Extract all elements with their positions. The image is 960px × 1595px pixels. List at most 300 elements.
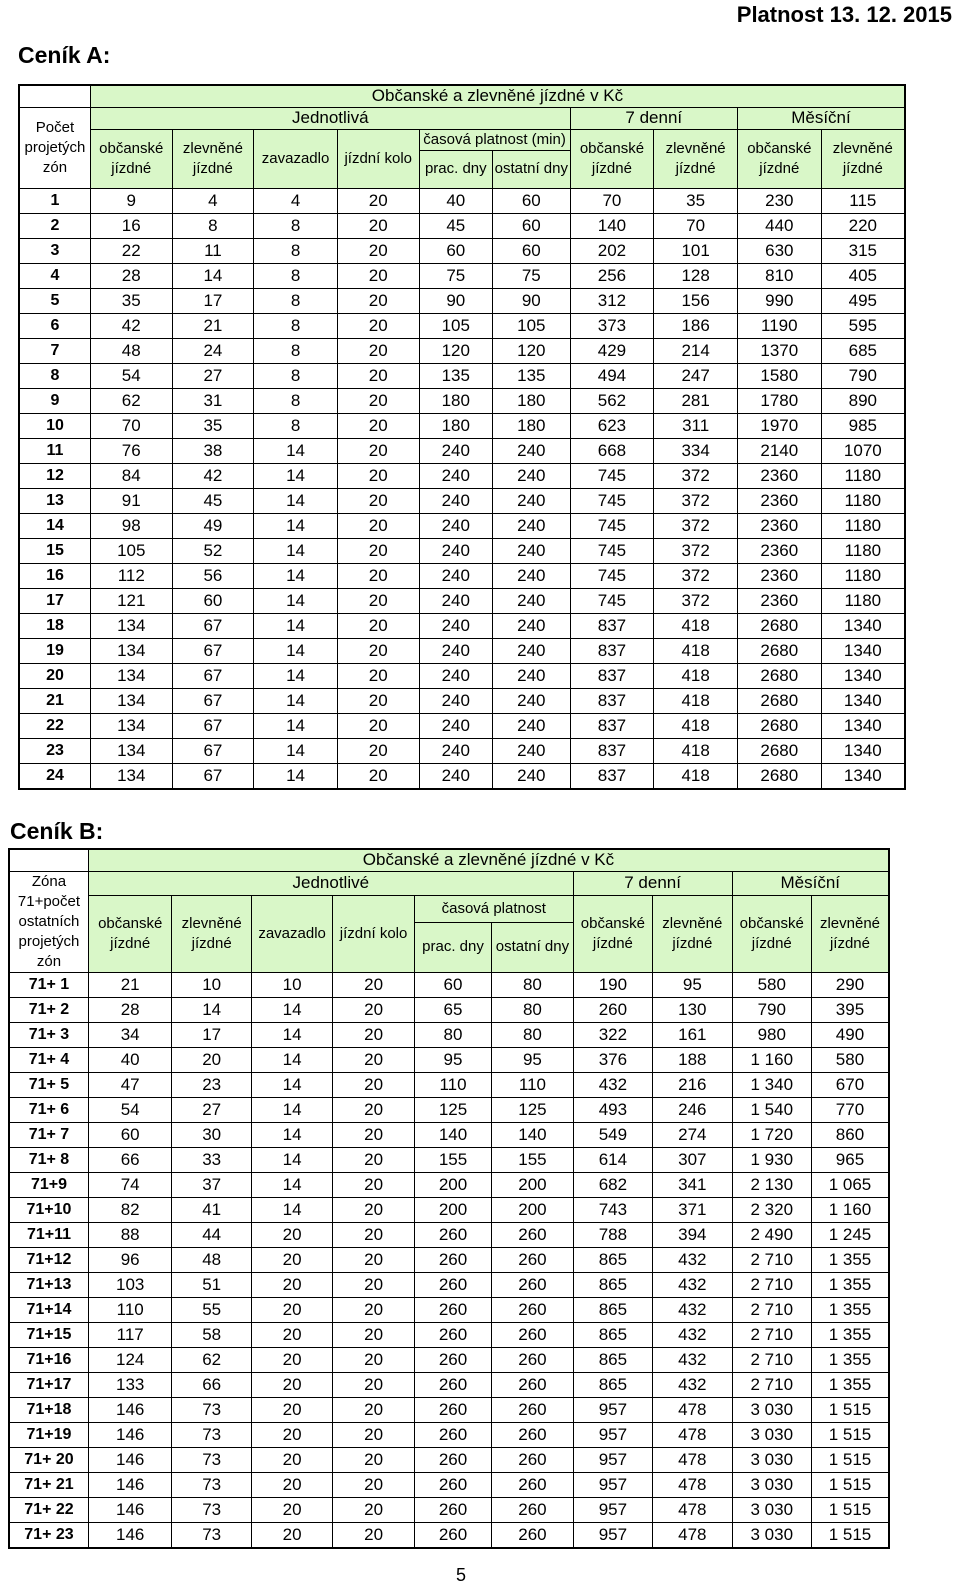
- row-zone-cell: 19: [19, 638, 90, 663]
- price-cell: 240: [419, 613, 492, 638]
- price-cell: 220: [821, 213, 905, 238]
- price-cell: 35: [172, 413, 254, 438]
- price-cell: 42: [172, 463, 254, 488]
- price-cell: 8: [172, 213, 254, 238]
- row-zone-cell: 1: [19, 188, 90, 213]
- price-cell: 670: [811, 1072, 889, 1097]
- price-cell: 14: [172, 997, 251, 1022]
- time-validity: časová platnost (min): [419, 129, 570, 150]
- price-cell: 17: [172, 288, 254, 313]
- price-cell: 2 490: [732, 1222, 811, 1247]
- price-cell: 14: [172, 263, 254, 288]
- price-cell: 22: [90, 238, 172, 263]
- price-cell: 1180: [821, 513, 905, 538]
- price-cell: 260: [492, 1447, 573, 1472]
- price-cell: 256: [570, 263, 654, 288]
- price-cell: 75: [419, 263, 492, 288]
- price-cell: 432: [653, 1297, 732, 1322]
- price-cell: 8: [254, 288, 338, 313]
- price-cell: 890: [821, 388, 905, 413]
- price-cell: 35: [654, 188, 738, 213]
- row-zone-cell: 10: [19, 413, 90, 438]
- price-cell: 135: [419, 363, 492, 388]
- price-cell: 373: [570, 313, 654, 338]
- price-cell: 240: [493, 663, 571, 688]
- price-cell: 1 930: [732, 1147, 811, 1172]
- price-cell: 21: [88, 972, 172, 997]
- price-cell: 140: [492, 1122, 573, 1147]
- price-cell: 48: [172, 1247, 251, 1272]
- price-cell: 112: [90, 563, 172, 588]
- price-cell: 493: [573, 1097, 652, 1122]
- price-cell: 1 355: [811, 1347, 889, 1372]
- price-cell: 20: [333, 1072, 414, 1097]
- table-row: [19, 513, 905, 538]
- price-cell: 745: [570, 563, 654, 588]
- row-zone-cell: 2: [19, 213, 90, 238]
- price-cell: 130: [653, 997, 732, 1022]
- price-cell: 65: [414, 997, 491, 1022]
- price-cell: 20: [333, 1097, 414, 1122]
- price-cell: 790: [821, 363, 905, 388]
- price-cell: 20: [337, 613, 419, 638]
- price-cell: 20: [333, 1047, 414, 1072]
- cenik-a-table: [18, 84, 906, 790]
- price-cell: 66: [88, 1147, 172, 1172]
- price-cell: 1 515: [811, 1497, 889, 1522]
- price-cell: 247: [654, 363, 738, 388]
- price-cell: 180: [493, 413, 571, 438]
- table-row: [9, 1247, 889, 1272]
- price-cell: 240: [419, 538, 492, 563]
- price-cell: 372: [654, 538, 738, 563]
- price-cell: 20: [337, 688, 419, 713]
- table-row: [9, 1047, 889, 1072]
- price-cell: 84: [90, 463, 172, 488]
- price-cell: 54: [90, 363, 172, 388]
- price-cell: 432: [653, 1272, 732, 1297]
- group-monthly: Měsíční: [732, 871, 889, 895]
- price-cell: 3 030: [732, 1472, 811, 1497]
- price-cell: 20: [172, 1047, 251, 1072]
- price-cell: 1 355: [811, 1247, 889, 1272]
- table-row: [9, 1147, 889, 1172]
- price-cell: 20: [251, 1497, 332, 1522]
- price-cell: 395: [811, 997, 889, 1022]
- table-row: [19, 338, 905, 363]
- row-zone-cell: 3: [19, 238, 90, 263]
- price-cell: 20: [333, 997, 414, 1022]
- price-cell: 837: [570, 688, 654, 713]
- price-cell: 14: [251, 1097, 332, 1122]
- row-zone-cell: 71+16: [9, 1347, 88, 1372]
- price-cell: 2 710: [732, 1272, 811, 1297]
- col-monthly-civic: občanské jízdné: [737, 129, 821, 188]
- table-row: [9, 1172, 889, 1197]
- price-cell: 125: [492, 1097, 573, 1122]
- price-cell: 240: [493, 588, 571, 613]
- price-cell: 623: [570, 413, 654, 438]
- price-cell: 90: [419, 288, 492, 313]
- row-zone-cell: 71+12: [9, 1247, 88, 1272]
- price-cell: 14: [251, 1072, 332, 1097]
- price-cell: 240: [493, 638, 571, 663]
- row-zone-cell: 7: [19, 338, 90, 363]
- price-cell: 8: [254, 313, 338, 338]
- price-cell: 281: [654, 388, 738, 413]
- price-cell: 128: [654, 263, 738, 288]
- page-number: 5: [456, 1565, 467, 1585]
- price-cell: 260: [492, 1247, 573, 1272]
- table-row: [9, 1122, 889, 1147]
- price-cell: 372: [654, 588, 738, 613]
- price-cell: 495: [821, 288, 905, 313]
- price-cell: 20: [337, 638, 419, 663]
- price-cell: 101: [654, 238, 738, 263]
- price-cell: 418: [654, 663, 738, 688]
- price-cell: 290: [811, 972, 889, 997]
- price-cell: 27: [172, 363, 254, 388]
- price-cell: 837: [570, 738, 654, 763]
- row-zone-cell: 71+ 4: [9, 1047, 88, 1072]
- price-cell: 20: [337, 463, 419, 488]
- table-row: [9, 972, 889, 997]
- price-cell: 134: [90, 613, 172, 638]
- row-zone-cell: 5: [19, 288, 90, 313]
- row-zone-cell: 71+14: [9, 1297, 88, 1322]
- price-cell: 14: [254, 538, 338, 563]
- price-cell: 429: [570, 338, 654, 363]
- price-cell: 260: [492, 1397, 573, 1422]
- col-7day-civic: občanské jízdné: [573, 895, 652, 972]
- price-cell: 260: [414, 1272, 491, 1297]
- price-cell: 20: [337, 413, 419, 438]
- table-row: [9, 1222, 889, 1247]
- row-zone-cell: 11: [19, 438, 90, 463]
- price-cell: 2 710: [732, 1372, 811, 1397]
- price-cell: 30: [172, 1122, 251, 1147]
- price-cell: 200: [414, 1197, 491, 1222]
- price-cell: 95: [414, 1047, 491, 1072]
- price-cell: 3 030: [732, 1522, 811, 1548]
- price-cell: 260: [492, 1472, 573, 1497]
- price-cell: 260: [573, 997, 652, 1022]
- price-cell: 334: [654, 438, 738, 463]
- price-cell: 214: [654, 338, 738, 363]
- price-cell: 432: [653, 1247, 732, 1272]
- price-cell: 3 030: [732, 1447, 811, 1472]
- price-cell: 49: [172, 513, 254, 538]
- price-cell: 20: [333, 1247, 414, 1272]
- price-cell: 260: [414, 1422, 491, 1447]
- row-zone-cell: 71+ 1: [9, 972, 88, 997]
- price-cell: 240: [493, 613, 571, 638]
- price-cell: 260: [492, 1522, 573, 1548]
- price-cell: 311: [654, 413, 738, 438]
- price-cell: 1 515: [811, 1472, 889, 1497]
- price-cell: 140: [570, 213, 654, 238]
- row-zone-cell: 22: [19, 713, 90, 738]
- table-row: [9, 1422, 889, 1447]
- price-cell: 3 030: [732, 1497, 811, 1522]
- table-row: [19, 463, 905, 488]
- price-cell: 1340: [821, 613, 905, 638]
- price-cell: 14: [254, 463, 338, 488]
- price-cell: 14: [254, 613, 338, 638]
- price-cell: 418: [654, 613, 738, 638]
- table-row: [19, 363, 905, 388]
- price-cell: 312: [570, 288, 654, 313]
- table-row: [19, 438, 905, 463]
- super-header: Občanské a zlevněné jízdné v Kč: [90, 85, 905, 107]
- price-cell: 240: [419, 463, 492, 488]
- price-cell: 28: [88, 997, 172, 1022]
- price-cell: 260: [414, 1322, 491, 1347]
- time-validity: časová platnost: [414, 895, 573, 922]
- price-cell: 372: [654, 513, 738, 538]
- price-cell: 1340: [821, 638, 905, 663]
- price-cell: 240: [493, 438, 571, 463]
- row-zone-cell: 71+11: [9, 1222, 88, 1247]
- price-cell: 20: [333, 1122, 414, 1147]
- price-cell: 372: [654, 488, 738, 513]
- price-cell: 88: [88, 1222, 172, 1247]
- price-cell: 95: [653, 972, 732, 997]
- price-cell: 98: [90, 513, 172, 538]
- price-cell: 20: [333, 1322, 414, 1347]
- price-cell: 67: [172, 638, 254, 663]
- price-cell: 70: [90, 413, 172, 438]
- price-cell: 2680: [737, 688, 821, 713]
- price-cell: 1340: [821, 688, 905, 713]
- price-cell: 20: [251, 1397, 332, 1422]
- price-cell: 67: [172, 763, 254, 789]
- empty-corner: [9, 849, 88, 871]
- price-cell: 240: [419, 488, 492, 513]
- row-zone-cell: 71+18: [9, 1397, 88, 1422]
- table-row: [9, 1022, 889, 1047]
- price-cell: 20: [251, 1297, 332, 1322]
- price-cell: 432: [653, 1322, 732, 1347]
- price-cell: 1340: [821, 763, 905, 789]
- price-cell: 146: [88, 1422, 172, 1447]
- price-cell: 42: [90, 313, 172, 338]
- price-cell: 20: [337, 763, 419, 789]
- row-zone-cell: 71+ 21: [9, 1472, 88, 1497]
- price-cell: 73: [172, 1422, 251, 1447]
- price-cell: 260: [414, 1522, 491, 1548]
- row-zone-cell: 13: [19, 488, 90, 513]
- row-zone-cell: 23: [19, 738, 90, 763]
- price-cell: 40: [88, 1047, 172, 1072]
- price-cell: 21: [172, 313, 254, 338]
- price-cell: 48: [90, 338, 172, 363]
- price-cell: 200: [492, 1197, 573, 1222]
- price-cell: 58: [172, 1322, 251, 1347]
- price-cell: 240: [493, 563, 571, 588]
- table-row: [9, 1197, 889, 1222]
- price-cell: 60: [419, 238, 492, 263]
- col-reduced: zlevněné jízdné: [172, 895, 251, 972]
- table-row: [9, 1522, 889, 1548]
- price-cell: 35: [90, 288, 172, 313]
- price-cell: 14: [254, 763, 338, 789]
- price-cell: 67: [172, 738, 254, 763]
- table-row: [19, 413, 905, 438]
- price-cell: 90: [493, 288, 571, 313]
- price-cell: 67: [172, 613, 254, 638]
- price-cell: 1780: [737, 388, 821, 413]
- price-cell: 478: [653, 1497, 732, 1522]
- table-row: [9, 1497, 889, 1522]
- price-cell: 865: [573, 1322, 652, 1347]
- price-cell: 810: [737, 263, 821, 288]
- price-cell: 2680: [737, 763, 821, 789]
- table-row: [19, 213, 905, 238]
- price-cell: 120: [419, 338, 492, 363]
- price-cell: 1340: [821, 663, 905, 688]
- price-cell: 20: [337, 288, 419, 313]
- row-zone-cell: 71+9: [9, 1172, 88, 1197]
- col-monthly-reduced: zlevněné jízdné: [811, 895, 889, 972]
- price-cell: 110: [88, 1297, 172, 1322]
- price-cell: 20: [251, 1272, 332, 1297]
- price-cell: 372: [654, 463, 738, 488]
- price-cell: 957: [573, 1522, 652, 1548]
- price-cell: 20: [337, 488, 419, 513]
- price-cell: 1070: [821, 438, 905, 463]
- table-row: [19, 563, 905, 588]
- price-cell: 240: [419, 763, 492, 789]
- price-cell: 60: [493, 238, 571, 263]
- price-cell: 745: [570, 463, 654, 488]
- price-cell: 20: [337, 188, 419, 213]
- col-workdays: prac. dny: [414, 922, 491, 972]
- price-cell: 260: [492, 1297, 573, 1322]
- row-zone-cell: 71+15: [9, 1322, 88, 1347]
- price-cell: 260: [414, 1297, 491, 1322]
- price-cell: 95: [492, 1047, 573, 1072]
- row-zone-cell: 8: [19, 363, 90, 388]
- table-row: [9, 1372, 889, 1397]
- price-cell: 20: [337, 738, 419, 763]
- price-cell: 20: [333, 1172, 414, 1197]
- price-cell: 20: [251, 1347, 332, 1372]
- price-cell: 38: [172, 438, 254, 463]
- table-row: [9, 1322, 889, 1347]
- price-cell: 20: [333, 1022, 414, 1047]
- row-zone-cell: 71+13: [9, 1272, 88, 1297]
- price-cell: 3 030: [732, 1422, 811, 1447]
- price-cell: 260: [414, 1497, 491, 1522]
- price-cell: 20: [333, 1522, 414, 1548]
- cenik-b-body: [9, 972, 889, 1548]
- price-cell: 860: [811, 1122, 889, 1147]
- price-cell: 188: [653, 1047, 732, 1072]
- price-cell: 115: [821, 188, 905, 213]
- col-otherdays: ostatní dny: [492, 922, 573, 972]
- price-cell: 418: [654, 688, 738, 713]
- price-cell: 240: [493, 538, 571, 563]
- group-7day: 7 denní: [573, 871, 732, 895]
- cenik-a-body: [19, 188, 905, 789]
- price-cell: 20: [337, 213, 419, 238]
- price-cell: 240: [493, 763, 571, 789]
- col-reduced: zlevněné jízdné: [172, 129, 254, 188]
- price-cell: 260: [492, 1347, 573, 1372]
- table-row: [19, 263, 905, 288]
- price-cell: 76: [90, 438, 172, 463]
- price-cell: 125: [414, 1097, 491, 1122]
- price-cell: 41: [172, 1197, 251, 1222]
- price-cell: 55: [172, 1297, 251, 1322]
- price-cell: 20: [333, 972, 414, 997]
- price-cell: 156: [654, 288, 738, 313]
- price-cell: 1 160: [811, 1197, 889, 1222]
- price-cell: 745: [570, 588, 654, 613]
- price-cell: 260: [414, 1472, 491, 1497]
- price-cell: 20: [333, 1197, 414, 1222]
- col-zones: Zóna 71+počet ostatních projetých zón: [9, 871, 88, 972]
- row-zone-cell: 71+ 7: [9, 1122, 88, 1147]
- price-cell: 1 540: [732, 1097, 811, 1122]
- price-cell: 134: [90, 663, 172, 688]
- price-cell: 240: [419, 588, 492, 613]
- table-row: [9, 997, 889, 1022]
- table-row: [19, 538, 905, 563]
- price-cell: 980: [732, 1022, 811, 1047]
- col-monthly-civic: občanské jízdné: [732, 895, 811, 972]
- price-cell: 630: [737, 238, 821, 263]
- price-cell: 2 130: [732, 1172, 811, 1197]
- price-cell: 790: [732, 997, 811, 1022]
- col-luggage: zavazadlo: [254, 129, 338, 188]
- price-cell: 20: [251, 1372, 332, 1397]
- price-cell: 105: [419, 313, 492, 338]
- price-cell: 20: [333, 1447, 414, 1472]
- price-cell: 33: [172, 1147, 251, 1172]
- price-cell: 20: [333, 1347, 414, 1372]
- group-single: Jednotlivá: [90, 107, 570, 129]
- price-cell: 20: [251, 1447, 332, 1472]
- price-cell: 73: [172, 1522, 251, 1548]
- price-cell: 965: [811, 1147, 889, 1172]
- price-cell: 1180: [821, 588, 905, 613]
- price-cell: 260: [492, 1222, 573, 1247]
- price-cell: 20: [337, 363, 419, 388]
- price-cell: 20: [251, 1222, 332, 1247]
- group-7day: 7 denní: [570, 107, 737, 129]
- row-zone-cell: 71+ 6: [9, 1097, 88, 1122]
- price-cell: 743: [573, 1197, 652, 1222]
- row-zone-cell: 71+17: [9, 1372, 88, 1397]
- table-row: [9, 1397, 889, 1422]
- price-cell: 494: [570, 363, 654, 388]
- super-header: Občanské a zlevněné jízdné v Kč: [88, 849, 889, 871]
- price-cell: 70: [570, 188, 654, 213]
- price-cell: 8: [254, 388, 338, 413]
- price-cell: 20: [251, 1422, 332, 1447]
- price-cell: 200: [414, 1172, 491, 1197]
- group-single: Jednotlivé: [88, 871, 573, 895]
- cenik-b-title: Ceník B:: [10, 818, 104, 844]
- price-cell: 134: [90, 738, 172, 763]
- price-cell: 2 710: [732, 1322, 811, 1347]
- price-cell: 8: [254, 338, 338, 363]
- price-cell: 230: [737, 188, 821, 213]
- col-monthly-reduced: zlevněné jízdné: [821, 129, 905, 188]
- price-cell: 20: [251, 1322, 332, 1347]
